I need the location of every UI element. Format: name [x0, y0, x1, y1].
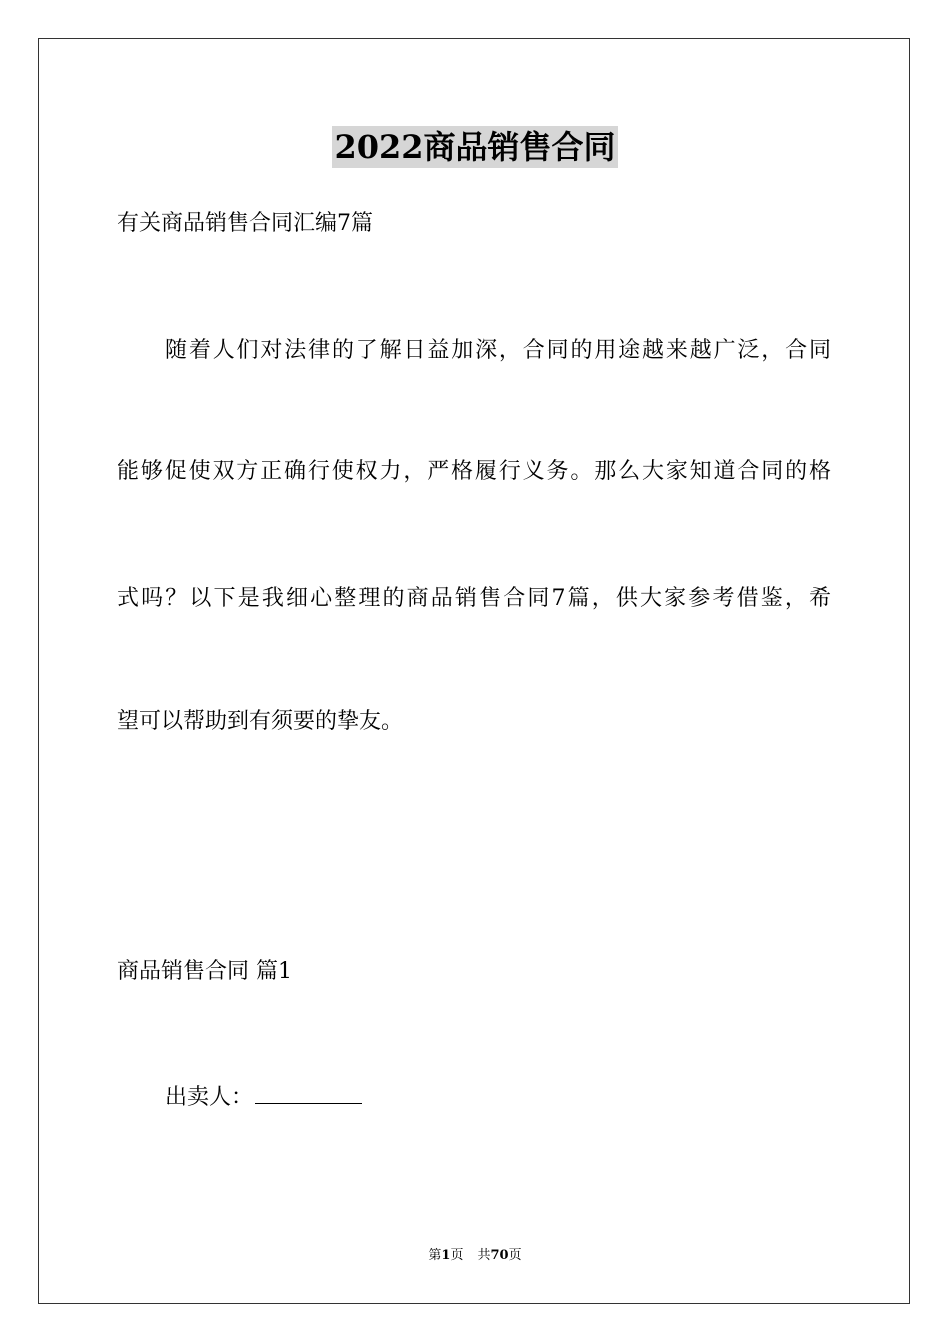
intro-line-4: 望可以帮助到有须要的挚友。: [117, 709, 404, 734]
footer-total-prefix: 共: [477, 1248, 491, 1263]
intro-line-2: 能够促使双方正确行使权力，严格履行义务。那么大家知道合同的格: [117, 459, 831, 484]
document-title: 2022商品销售合同: [334, 128, 616, 166]
document-subtitle: 有关商品销售合同汇编7篇: [117, 211, 373, 236]
intro-line-1: 随着人们对法律的了解日益加深，合同的用途越来越广泛，合同: [165, 338, 831, 363]
seller-blank-line: [255, 1083, 362, 1104]
footer-page-number: 1: [441, 1248, 451, 1263]
intro-line-3: 式吗？以下是我细心整理的商品销售合同7篇，供大家参考借鉴，希: [117, 586, 831, 611]
footer-page-suffix: 页: [450, 1248, 464, 1263]
seller-label: 出卖人：: [165, 1085, 254, 1110]
title-container: [0, 126, 950, 168]
footer-total-suffix: 页: [508, 1248, 522, 1263]
page-footer: [0, 1247, 950, 1265]
footer-total-pages: 70: [490, 1248, 509, 1263]
section-heading: 商品销售合同 篇1: [117, 959, 292, 984]
footer-page-prefix: 第: [428, 1248, 442, 1263]
seller-row: [165, 1083, 362, 1113]
